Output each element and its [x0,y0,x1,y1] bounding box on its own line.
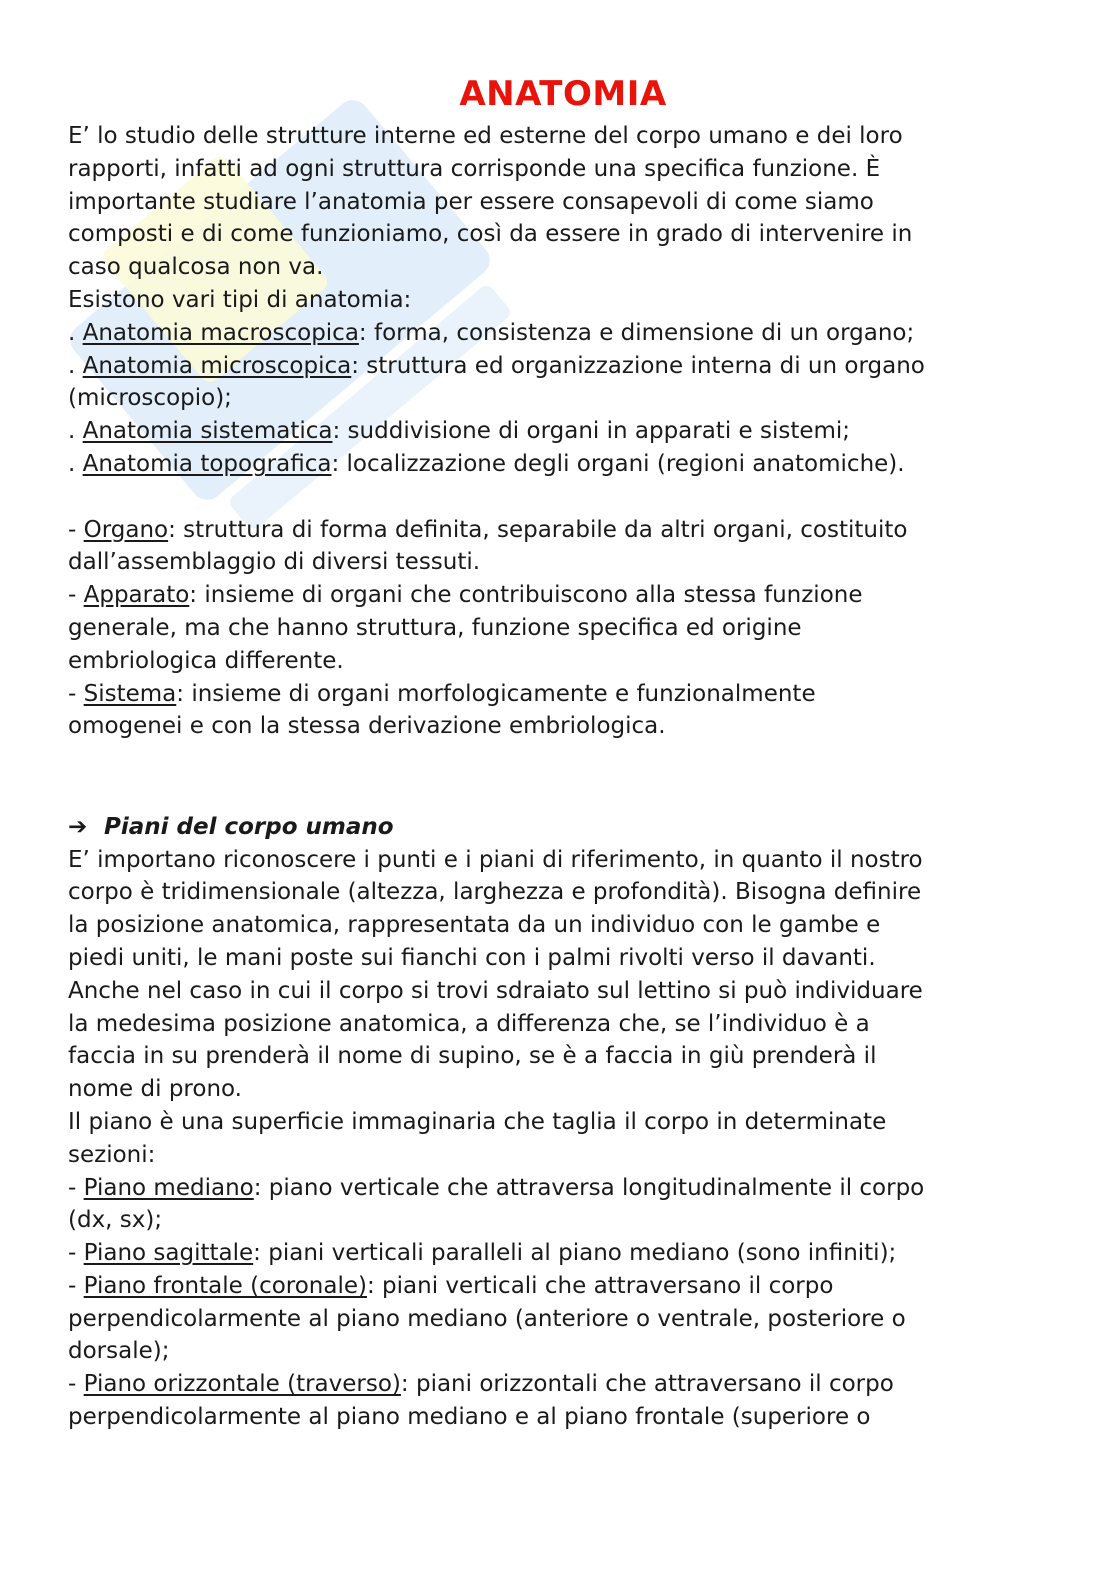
term: Organo [83,516,169,543]
text-line: composti e di come funzioniamo, così da essere in grado di intervenire in [68,221,913,248]
list-item: - Apparato: insieme di organi che contribuiscono alla stessa funzione [68,582,863,609]
page-title: ANATOMIA [459,74,667,114]
list-item: . Anatomia topografica: localizzazione degli organi (regioni anatomiche). [68,450,905,477]
intro-paragraph [68,120,1058,284]
list-item-continuation: omogenei e con la stessa derivazione embriologica. [68,713,666,740]
term: Apparato [83,582,190,609]
text-line: Anche nel caso in cui il corpo si trovi sdraiato sul lettino si può individuare [68,977,923,1004]
list-item-continuation: dall’assemblaggio di diversi tessuti. [68,549,481,576]
section-heading: ➔ Piani del corpo umano [68,811,1058,844]
term: Piano orizzontale (traverso) [83,1371,401,1398]
list-item-continuation: perpendicolarmente al piano mediano e al piano frontale (superiore o [68,1404,871,1431]
list-item-continuation: (dx, sx); [68,1207,163,1234]
spacer [68,481,1058,514]
list-item: - Piano mediano: piano verticale che attraversa longitudinalmente il corpo [68,1174,925,1201]
spacer [68,743,1058,809]
list-item-continuation: generale, ma che hanno struttura, funzione specifica ed origine [68,614,802,641]
text-line: E’ importano riconoscere i punti e i piani di riferimento, in quanto il nostro [68,846,923,873]
list-item: - Sistema: insieme di organi morfologicamente e funzionalmente [68,680,816,707]
text-line: piedi uniti, le mani poste sui fianchi con i palmi rivolti verso il davanti. [68,944,876,971]
text-line: rapporti, infatti ad ogni struttura corrisponde una specifica funzione. È [68,155,881,182]
text-line: sezioni: [68,1141,156,1168]
text-line: E’ lo studio delle strutture interne ed esterne del corpo umano e dei loro [68,123,903,149]
document-page [68,62,1058,1434]
list-item-continuation: embriologica differente. [68,647,344,674]
list-item: - Organo: struttura di forma definita, separabile da altri organi, costituito [68,516,908,543]
text-line: la medesima posizione anatomica, a differenza che, se l’individuo è a [68,1010,870,1037]
list-item: . Anatomia microscopica: struttura ed organizzazione interna di un organo [68,352,925,379]
list-item-continuation: dorsale); [68,1338,170,1365]
arrow-right-icon: ➔ [68,813,88,840]
list-item-continuation: perpendicolarmente al piano mediano (anteriore o ventrale, posteriore o [68,1305,906,1332]
term: Piano mediano [83,1174,254,1201]
anatomy-types-list [68,317,1058,481]
text-line: faccia in su prenderà il nome di supino, se è a faccia in giù prenderà il [68,1043,877,1070]
term: Sistema [83,680,177,707]
text-line: corpo è tridimensionale (altezza, larghezza e profondità). Bisogna definire [68,879,922,906]
term: Anatomia sistematica [82,418,333,445]
text-line: nome di prono. [68,1076,242,1103]
list-item: - Piano frontale (coronale): piani verticali che attraversano il corpo [68,1272,834,1299]
list-item: . Anatomia sistematica: suddivisione di organi in apparati e sistemi; [68,418,851,445]
term: Anatomia topografica [82,450,332,477]
text-line: importante studiare l’anatomia per essere consapevoli di come siamo [68,188,874,215]
planes-list [68,1172,1058,1434]
term: Anatomia microscopica [82,352,352,379]
list-item: - Piano orizzontale (traverso): piani orizzontali che attraversano il corpo [68,1371,894,1398]
list-item: - Piano sagittale: piani verticali paralleli al piano mediano (sono infiniti); [68,1240,897,1267]
text-line: caso qualcosa non va. [68,254,324,281]
term: Piano frontale (coronale) [83,1272,367,1299]
text-line: Il piano è una superficie immaginaria che taglia il corpo in determinate [68,1108,887,1135]
text-line: la posizione anatomica, rappresentata da un individuo con le gambe e [68,912,881,939]
definitions-list [68,514,1058,744]
types-intro: Esistono vari tipi di anatomia: [68,286,412,313]
term: Anatomia macroscopica [82,319,359,346]
list-item-continuation: (microscopio); [68,385,232,412]
term: Piano sagittale [83,1240,254,1267]
list-item: . Anatomia macroscopica: forma, consistenza e dimensione di un organo; [68,319,915,346]
section-paragraph [68,844,1058,1172]
